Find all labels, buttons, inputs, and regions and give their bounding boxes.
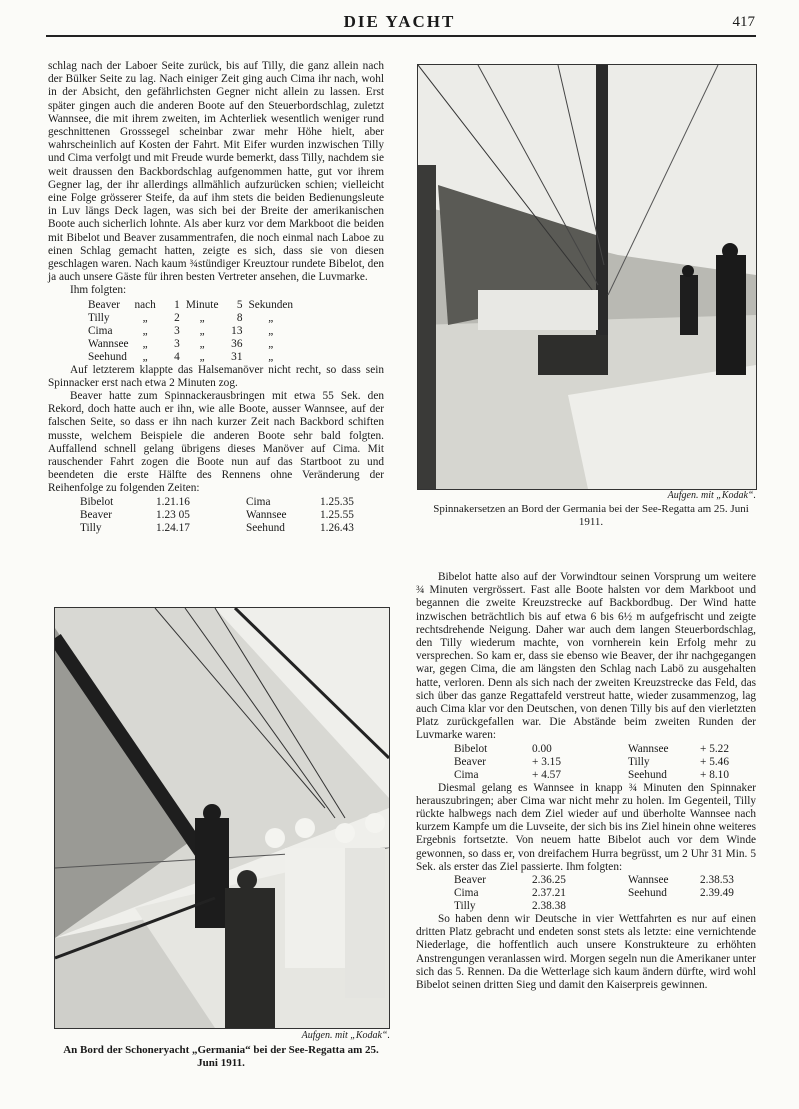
photo-spinnaker-germania — [417, 64, 757, 490]
header-rule — [46, 35, 756, 37]
table-row: Bibelot 1.21.16 Cima 1.25.35 — [80, 495, 354, 508]
right-column — [416, 571, 756, 992]
left-paragraph-3: Beaver hatte zum Spinnackerausbringen mit etwa 55 Sek. den Rekord, doch hatte auch er ihn, wie alle Boote, ausser Wannsee, auf der falschen Seite, so dass er ihn nach kurzer Zeit nach Backbord schiften musste, welchem Beispiele die anderen Boote sehr bald folgten. Auffallend schnell gelang übrigens dieses Manöver auf Cima. Mit rauschender Fahrt zogen die Boote nun auf das Startboot zu und beendeten die erste Hälfte des Rennens ohne Veränderung der Reihenfolge zu folgenden Zeiten: — [48, 390, 384, 495]
left-column — [48, 60, 384, 535]
left-paragraph-1: schlag nach der Laboer Seite zurück, bis auf Tilly, die ganz allein nach der Bülker Seite zu lag. Nach einiger Zeit ging auch Cima ihr nach, wohl in der Absicht, den gefährlichsten Gegner nicht allein zu lassen. Erst später gingen auch die anderen Boote auf den Steuerbordschlag, zuletzt Wannsee, die mit ihrem zweiten, im Achterliek wesentlich weniger rund geschnittenen Grosssegel scheinbar zwar mehr Höhe hielt, aber wahrscheinlich auf Kosten der Fahrt. Mit Eifer wurden inzwischen Tilly und Cima verfolgt und mit Freude wurde bemerkt, dass Tilly, nachdem sie weit draussen den Backbordschlag aufgenommen hatte, gut vor ihrem Gegner lag, der ihr allerdings allmählich aufzurücken schien; vielleicht eine Folge grösserer Steife, da auf ihm stets die beiden Bedienungsleute in Luv längs Deck lagen, was sich bei der Breite der amerikanischen Boote auch sicherlich lohnte. Als aber kurz vor dem Markboot die beiden mit Bibelot und Beaver zusammentrafen, die noch einmal nach Laboe zu einen Schlag gemacht hatten, zeigte es sich, dass sie von diesen geschlagen waren. Nach kaum ¾stündiger Kreuztour rundete Bibelot, den ja auch unsere Gäste für ihren besten Vertreter ansehen, die Luvmarke. — [48, 60, 384, 284]
page-header-title: DIE YACHT — [343, 12, 456, 31]
table-row: Beaver 1.23 05 Wannsee 1.25.55 — [80, 508, 354, 521]
photo-credit-bottom: Aufgen. mit „Kodak“. — [301, 1030, 390, 1041]
photo-caption-top: Spinnakersetzen an Bord der Germania bei der See-Regatta am 25. Juni 1911. — [433, 503, 749, 528]
photo-germania-illustration — [55, 608, 389, 1028]
table-row: Beaver nach 1 Minute 5 Sekunden — [88, 298, 294, 311]
photo-spinnaker-illustration — [418, 65, 756, 489]
photo-germania-crew — [54, 607, 390, 1029]
table-row: Beaver + 3.15 Tilly + 5.46 — [454, 755, 729, 768]
half-time-table — [80, 496, 360, 535]
table-row: Tilly „ 2 „ 8 „ — [88, 311, 274, 324]
photo-credit-top: Aufgen. mit „Kodak“. — [667, 490, 756, 501]
right-paragraph-1: Bibelot hatte also auf der Vorwindtour seinen Vorsprung um weitere ¾ Minuten vergrössert. Fast alle Boote halsten vor dem Markboot und begannen die zweite Kreuzstrecke auf Backbordbug. Der Wind hatte inzwischen beträchtlich bis auf etwa 6 bis 6½ m aufgefrischt und zeigte rechtsdrehende Neigung. Daher war auch dem langen Steuerbordschlag, den Tilly wiederum machte, von vornherein kein Erfolg mehr zu versprechen. So kam er, dass sie ebenso wie Beaver, der ihr nachgegangen war, gegen Cima, die am längsten den Schlag nach Labö zu ausgehalten hatte, verloren. Denn als sich nach der zweiten Kreuzstrecke das Feld, das sich über das ganze Regattafeld verstreut hatte, wieder zusammenzog, lag auch Cima klar vor den Deutschen, von denen Tilly bis auf den vierletzten Platz zurückgefallen war. Die Abstände beim zweiten Runden der Luvmarke waren: — [416, 571, 756, 742]
second-round-table — [454, 743, 735, 782]
left-paragraph-2: Auf letzterem klappte das Halsemanöver nicht recht, so dass sein Spinnacker erst nach etwa 2 Minuten zog. — [48, 363, 384, 389]
table-row: Cima „ 3 „ 13 „ — [88, 324, 274, 337]
table-row: Tilly 2.38.38 — [454, 900, 566, 913]
table-row: Cima + 4.57 Seehund + 8.10 — [454, 768, 729, 781]
table-row: Tilly 1.24.17 Seehund 1.26.43 — [80, 521, 354, 534]
photo-caption-bottom: An Bord der Schoneryacht „Germania“ bei der See-Regatta am 25. Juni 1911. — [63, 1044, 379, 1069]
followed-table — [88, 299, 299, 364]
table-row: Seehund „ 4 „ 31 „ — [88, 350, 274, 363]
right-paragraph-3: So haben denn wir Deutsche in vier Wettfahrten es nur auf einen dritten Platz gebracht und endeten sonst stets als letzte: eine vernichtende Niederlage, die hoffentlich auch unsere Konstrukteure zu erhöhten Anstrengungen veranlassen wird. Morgen segeln nun die Amerikaner unter sich das 5. Rennen. Da die Wetterlage sich kaum ändern dürfte, wird wohl Bibelot seinen dritten Sieg und damit den Kaiserpreis gewinnen. — [416, 913, 756, 992]
followed-title: Ihm folgten: — [70, 284, 127, 297]
page-number: 417 — [732, 14, 755, 30]
final-results-table — [454, 874, 740, 913]
table-row: Beaver 2.36.25 Wannsee 2.38.53 — [454, 874, 734, 887]
table-row: Cima 2.37.21 Seehund 2.39.49 — [454, 887, 734, 900]
table-row: Wannsee „ 3 „ 36 „ — [88, 337, 274, 350]
right-paragraph-2: Diesmal gelang es Wannsee in knapp ¾ Minuten den Spinnaker herauszubringen; aber Cima war nicht mehr zu holen. Im Gegenteil, Tilly rückte halbwegs nach dem Ziel wieder auf und überholte Wannsee nach kurzem Kampfe um die Luvseite, der sich bis ins Ziel hinein ohne weiteres Ergebnis fortsetzte. Von neuem hatte Bibelot auch vor dem Winde gewonnen, so dass er, von dreifachem Hurra begrüsst, um 2 Uhr 31 Min. 5 Sek. als erster das Ziel passierte. Ihm folgten: — [416, 781, 756, 873]
table-row: Bibelot 0.00 Wannsee + 5.22 — [454, 742, 729, 755]
